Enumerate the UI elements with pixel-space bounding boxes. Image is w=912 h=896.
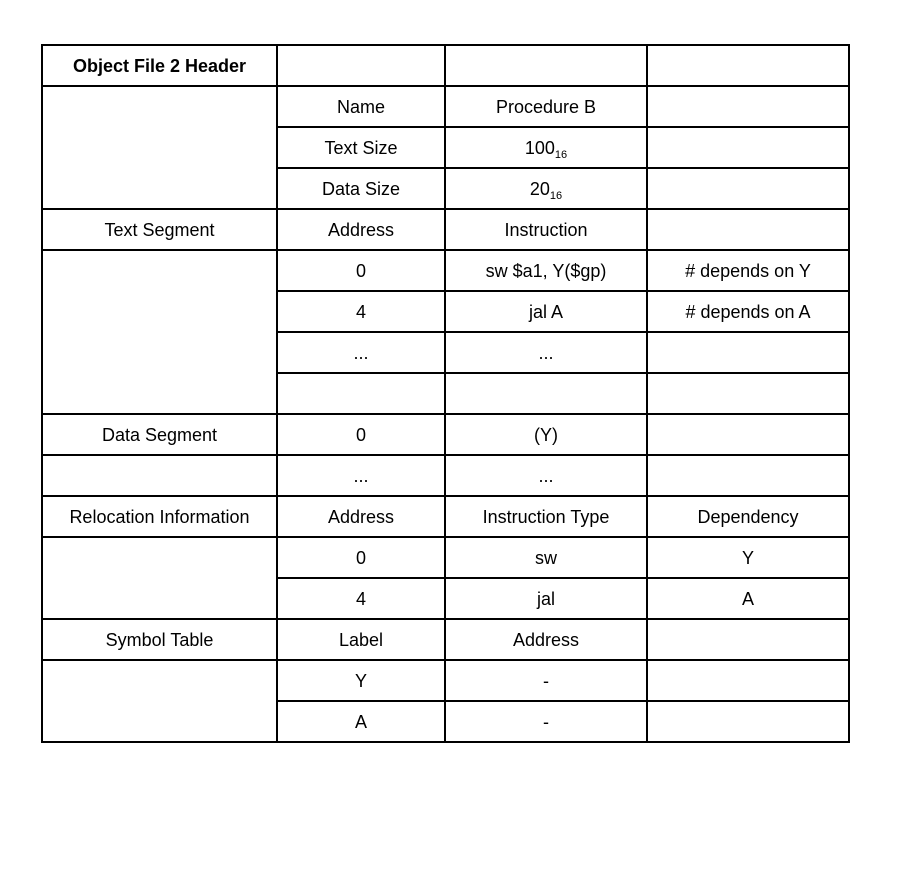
- header-value: $20_{16}$: [445, 168, 647, 209]
- table-row: [42, 45, 849, 86]
- object-file-table: [41, 44, 850, 743]
- empty-cell: [647, 373, 849, 414]
- table-row: [42, 86, 849, 127]
- table-row: [42, 414, 849, 455]
- header-label: Data Size: [277, 168, 445, 209]
- symbol-address-cell: -: [445, 701, 647, 742]
- empty-cell: [445, 45, 647, 86]
- empty-cell: [647, 660, 849, 701]
- instruction-cell: ...: [445, 332, 647, 373]
- empty-cell: [445, 373, 647, 414]
- instruction-cell: jal A: [445, 291, 647, 332]
- table-row: [42, 496, 849, 537]
- empty-cell: [42, 537, 277, 619]
- dependency-cell: A: [647, 578, 849, 619]
- empty-cell: [647, 86, 849, 127]
- table-row: [42, 619, 849, 660]
- comment-cell: # depends on Y: [647, 250, 849, 291]
- address-cell: ...: [277, 455, 445, 496]
- header-value: $100_{16}$: [445, 127, 647, 168]
- column-header: Label: [277, 619, 445, 660]
- table-row: [42, 209, 849, 250]
- empty-cell: [647, 127, 849, 168]
- header-label: Name: [277, 86, 445, 127]
- empty-cell: [647, 209, 849, 250]
- empty-cell: [42, 86, 277, 209]
- header-value: Procedure B: [445, 86, 647, 127]
- empty-cell: [647, 45, 849, 86]
- address-cell: 4: [277, 578, 445, 619]
- empty-cell: [277, 373, 445, 414]
- comment-cell: [647, 332, 849, 373]
- column-header: Address: [277, 496, 445, 537]
- empty-cell: [42, 250, 277, 414]
- symbol-address-cell: -: [445, 660, 647, 701]
- table-row: [42, 660, 849, 701]
- empty-cell: [277, 45, 445, 86]
- symbol-label-cell: A: [277, 701, 445, 742]
- instruction-type-cell: sw: [445, 537, 647, 578]
- header-label: Text Size: [277, 127, 445, 168]
- column-header: Address: [277, 209, 445, 250]
- instruction-type-cell: jal: [445, 578, 647, 619]
- empty-cell: [647, 414, 849, 455]
- section-label-data-segment: Data Segment: [42, 414, 277, 455]
- empty-cell: [42, 660, 277, 742]
- empty-cell: [647, 168, 849, 209]
- section-label-text-segment: Text Segment: [42, 209, 277, 250]
- table-row: [42, 455, 849, 496]
- empty-cell: [42, 455, 277, 496]
- empty-cell: [647, 619, 849, 660]
- data-value-cell: ...: [445, 455, 647, 496]
- section-label-relocation: Relocation Information: [42, 496, 277, 537]
- comment-cell: # depends on A: [647, 291, 849, 332]
- address-cell: 4: [277, 291, 445, 332]
- data-value-cell: (Y): [445, 414, 647, 455]
- column-header: Address: [445, 619, 647, 660]
- symbol-label-cell: Y: [277, 660, 445, 701]
- dependency-cell: Y: [647, 537, 849, 578]
- table-row: [42, 537, 849, 578]
- instruction-cell: sw $a1, Y($gp): [445, 250, 647, 291]
- column-header: Instruction Type: [445, 496, 647, 537]
- table-row: [42, 250, 849, 291]
- empty-cell: [647, 455, 849, 496]
- address-cell: 0: [277, 414, 445, 455]
- address-cell: ...: [277, 332, 445, 373]
- column-header: Instruction: [445, 209, 647, 250]
- address-cell: 0: [277, 537, 445, 578]
- address-cell: 0: [277, 250, 445, 291]
- header-title: Object File 2 Header: [42, 45, 277, 86]
- column-header: Dependency: [647, 496, 849, 537]
- section-label-symbol-table: Symbol Table: [42, 619, 277, 660]
- empty-cell: [647, 701, 849, 742]
